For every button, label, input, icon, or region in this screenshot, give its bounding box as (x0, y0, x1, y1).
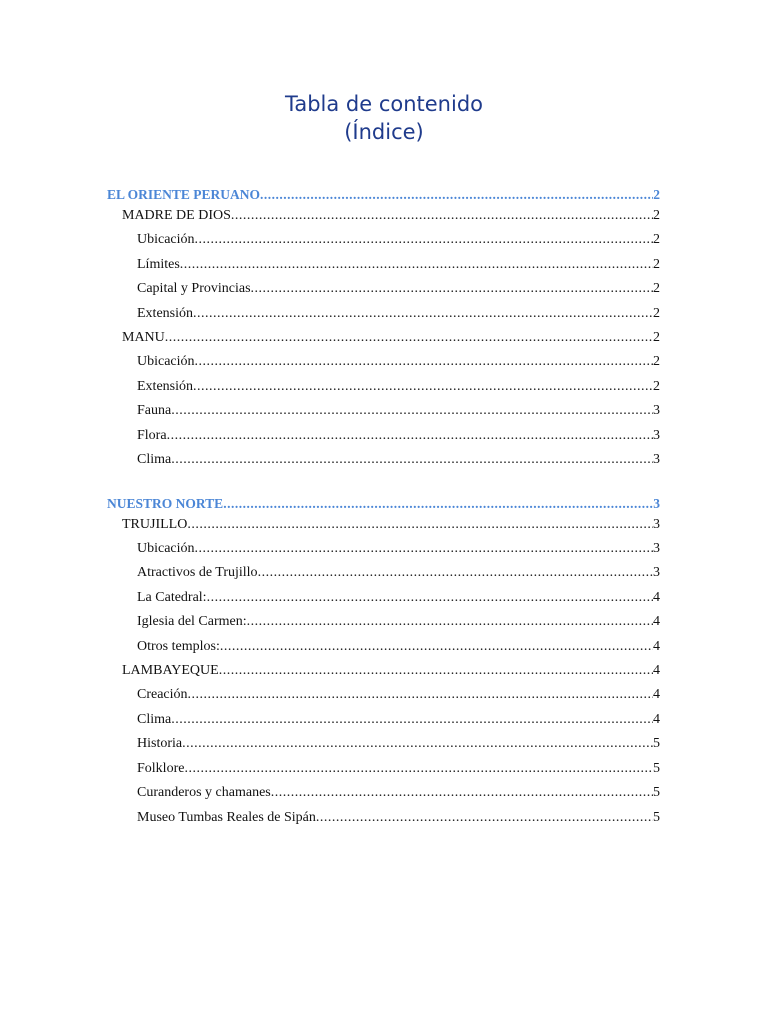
toc-dot-leader (180, 253, 653, 278)
toc-entry-manu[interactable] (107, 326, 660, 350)
toc-entry-label: Atractivos de Trujillo (137, 565, 258, 580)
toc-entry-museo-tumbas-reales-de-sipan[interactable] (107, 806, 660, 831)
toc-entry-historia[interactable] (107, 732, 660, 757)
toc-page-number: 4 (653, 638, 660, 654)
toc-dot-leader (271, 781, 653, 806)
toc-entry-folklore[interactable] (107, 757, 660, 782)
toc-dot-leader (220, 635, 653, 660)
toc-page-number: 4 (653, 663, 660, 678)
toc-entry-label: LAMBAYEQUE (122, 663, 219, 678)
toc-page-number: 3 (653, 495, 660, 511)
toc-entry-label: Otros templos: (137, 638, 220, 654)
toc-entry-label: Flora (137, 427, 167, 443)
toc-page-number: 2 (653, 330, 660, 345)
toc-entry-limites[interactable] (107, 253, 660, 278)
toc-dot-leader (195, 537, 653, 562)
toc-page-number: 5 (653, 736, 660, 751)
toc-dot-leader (258, 561, 653, 586)
toc-entry-extension[interactable] (107, 375, 660, 400)
toc-entry-label: Límites (137, 256, 180, 272)
toc-page-number: 5 (653, 785, 660, 800)
toc-entry-label: Capital y Provincias (137, 281, 251, 296)
toc-dot-leader (231, 204, 653, 228)
toc-entry-extension[interactable] (107, 302, 660, 327)
toc-dot-leader (167, 424, 653, 449)
table-of-contents (107, 186, 660, 830)
toc-dot-leader (195, 350, 653, 375)
toc-page-number: 2 (653, 256, 660, 272)
toc-entry-clima[interactable] (107, 708, 660, 733)
toc-dot-leader (171, 448, 653, 473)
toc-entry-label: Clima (137, 452, 172, 467)
toc-entry-lambayeque[interactable] (107, 659, 660, 683)
title-line-2: (Índice) (344, 120, 424, 144)
toc-dot-leader (182, 732, 653, 757)
toc-entry-label: Clima (137, 711, 172, 727)
page-title (0, 90, 768, 146)
toc-entry-label: NUESTRO NORTE (107, 495, 224, 511)
toc-entry-label: EL ORIENTE PERUANO (107, 187, 261, 202)
toc-entry-label: TRUJILLO (122, 516, 188, 532)
toc-dot-leader (184, 757, 653, 782)
toc-entry-label: MANU (122, 330, 165, 345)
toc-entry-label: Extensión (137, 378, 193, 394)
toc-dot-leader (188, 683, 653, 708)
toc-entry-label: Ubicación (137, 354, 195, 369)
toc-page-number: 4 (653, 687, 660, 702)
toc-page-number: 3 (653, 403, 660, 418)
toc-page-number: 2 (653, 305, 660, 321)
toc-page-number: 3 (653, 427, 660, 443)
toc-page-number: 2 (653, 281, 660, 296)
toc-dot-leader (251, 277, 653, 302)
toc-entry-label: Iglesia del Carmen: (137, 614, 247, 629)
toc-page-number: 5 (653, 760, 660, 776)
toc-page-number: 3 (653, 540, 660, 556)
toc-dot-leader (260, 186, 653, 204)
toc-dot-leader (171, 399, 653, 424)
toc-entry-trujillo[interactable] (107, 513, 660, 537)
toc-dot-leader (171, 708, 653, 733)
toc-page-number: 4 (653, 711, 660, 727)
title-line-1: Tabla de contenido (284, 92, 484, 116)
toc-page-number: 3 (653, 565, 660, 580)
toc-dot-leader (247, 610, 653, 635)
toc-entry-label: MADRE DE DIOS (122, 208, 231, 223)
toc-entry-fauna[interactable] (107, 399, 660, 424)
toc-dot-leader (207, 586, 653, 611)
toc-page-number: 2 (653, 208, 660, 223)
toc-page-number: 2 (653, 232, 660, 247)
toc-page-number: 3 (653, 452, 660, 467)
toc-entry-label: Fauna (137, 403, 172, 418)
toc-entry-label: Curanderos y chamanes (137, 785, 271, 800)
toc-entry-creacion[interactable] (107, 683, 660, 708)
toc-entry-label: Museo Tumbas Reales de Sipán (137, 809, 316, 825)
toc-page-number: 2 (653, 378, 660, 394)
toc-page-number: 4 (653, 589, 660, 605)
toc-entry-capital-y-provincias[interactable] (107, 277, 660, 302)
toc-dot-leader (187, 513, 653, 537)
toc-page-number: 4 (653, 614, 660, 629)
toc-entry-la-catedral[interactable] (107, 586, 660, 611)
toc-page-number: 2 (653, 187, 660, 202)
toc-dot-leader (195, 228, 653, 253)
toc-entry-label: Historia (137, 736, 183, 751)
toc-dot-leader (316, 806, 653, 831)
toc-entry-label: Ubicación (137, 540, 195, 556)
toc-heading-nuestro-norte[interactable] (107, 495, 660, 513)
toc-entry-ubicacion[interactable] (107, 350, 660, 375)
toc-entry-label: Ubicación (137, 232, 195, 247)
toc-entry-label: Extensión (137, 305, 193, 321)
toc-entry-otros-templos[interactable] (107, 635, 660, 660)
toc-entry-curanderos-y-chamanes[interactable] (107, 781, 660, 806)
toc-entry-atractivos-de-trujillo[interactable] (107, 561, 660, 586)
toc-dot-leader (165, 326, 653, 350)
toc-entry-label: Creación (137, 687, 188, 702)
toc-page-number: 5 (653, 809, 660, 825)
toc-page-number: 3 (653, 516, 660, 532)
toc-dot-leader (223, 495, 653, 513)
toc-entry-iglesia-del-carmen[interactable] (107, 610, 660, 635)
toc-page-number: 2 (653, 354, 660, 369)
toc-dot-leader (219, 659, 653, 683)
toc-entry-ubicacion[interactable] (107, 228, 660, 253)
toc-heading-el-oriente-peruano[interactable] (107, 186, 660, 204)
toc-entry-label: Folklore (137, 760, 185, 776)
toc-entry-madre-de-dios[interactable] (107, 204, 660, 228)
toc-dot-leader (193, 375, 653, 400)
toc-entry-clima[interactable] (107, 448, 660, 473)
toc-entry-label: La Catedral: (137, 589, 207, 605)
toc-dot-leader (193, 302, 653, 327)
toc-entry-flora[interactable] (107, 424, 660, 449)
toc-entry-ubicacion[interactable] (107, 537, 660, 562)
